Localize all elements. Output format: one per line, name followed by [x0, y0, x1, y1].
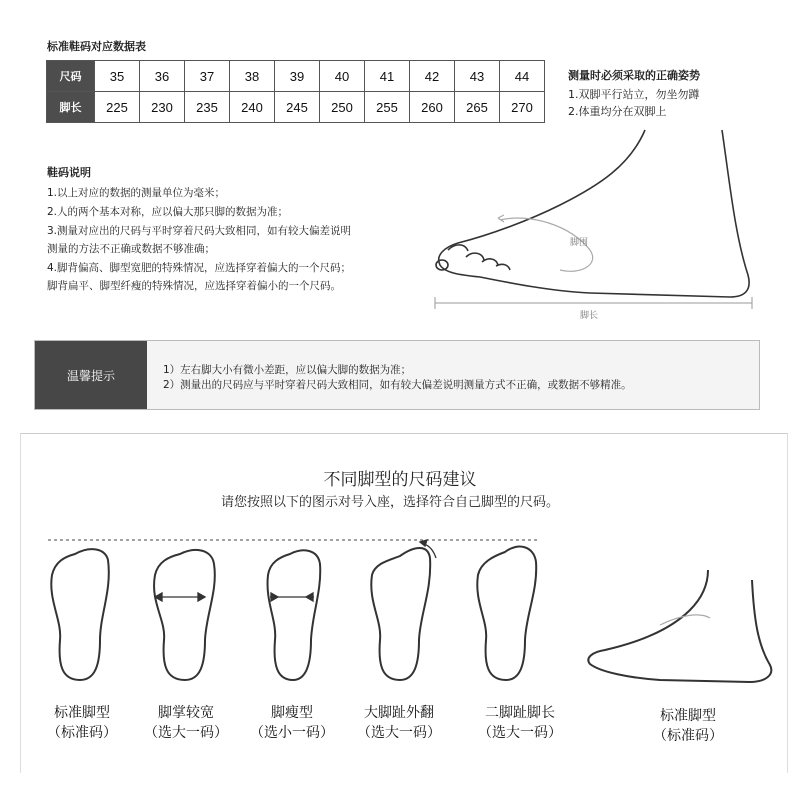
foot-type-advice: （选大一码）	[357, 725, 441, 741]
length-cell: 250	[320, 92, 365, 123]
foot-type-thin	[232, 703, 352, 743]
foot-type-advice: （选小一码）	[250, 725, 334, 741]
size-row-header: 尺码	[47, 61, 95, 92]
size-table	[46, 60, 545, 123]
measure-line: 1.双脚平行站立，勿坐勿蹲	[568, 88, 700, 101]
foot-type-name: 标准脚型	[54, 705, 110, 721]
foot-type-standard	[22, 703, 142, 743]
foot-side-outline	[588, 570, 771, 682]
foot-types-title: 不同脚型的尺码建议	[323, 470, 477, 490]
foot-second-toe-outline	[477, 547, 536, 680]
size-cell: 42	[410, 61, 455, 92]
size-cell: 39	[275, 61, 320, 92]
notes-title: 鞋码说明	[47, 166, 91, 179]
foot-type-advice: （标准码）	[47, 725, 117, 741]
foot-type-standard-side	[628, 706, 748, 746]
girth-label: 脚围	[570, 238, 589, 248]
size-table-title: 标准鞋码对应数据表	[47, 40, 146, 53]
length-cell: 255	[365, 92, 410, 123]
foot-standard-outline	[51, 549, 109, 680]
tip-label: 温馨提示	[35, 341, 147, 409]
foot-type-name: 二脚趾脚长	[485, 705, 555, 721]
length-cell: 235	[185, 92, 230, 123]
length-cell: 270	[500, 92, 545, 123]
tip-line: 1）左右脚大小有微小差距，应以偏大脚的数据为准；	[163, 364, 412, 376]
foot-thin-outline	[268, 550, 321, 680]
size-cell: 44	[500, 61, 545, 92]
length-cell: 245	[275, 92, 320, 123]
length-cell: 225	[95, 92, 140, 123]
foot-types-subtitle: 请您按照以下的图示对号入座，选择符合自己脚型的尺码。	[220, 495, 559, 510]
tip-box	[34, 340, 760, 410]
size-cell: 35	[95, 61, 140, 92]
foot-wide-outline	[154, 550, 215, 680]
foot-type-name: 脚瘦型	[271, 705, 313, 721]
foot-type-name: 脚掌较宽	[158, 705, 214, 721]
size-cell: 36	[140, 61, 185, 92]
foot-type-bunion	[339, 703, 459, 743]
notes-line: 4.脚背偏高、脚型宽肥的特殊情况，应选择穿着偏大的一个尺码；	[47, 262, 352, 274]
length-cell: 230	[140, 92, 185, 123]
notes-line: 测量的方法不正确或数据不够准确；	[47, 243, 215, 255]
notes-line: 3.测量对应出的尺码与平时穿着尺码大致相同，如有较大偏差说明	[47, 225, 352, 237]
size-row	[47, 61, 545, 92]
size-cell: 38	[230, 61, 275, 92]
length-cell: 260	[410, 92, 455, 123]
foot-type-name: 大脚趾外翻	[364, 705, 434, 721]
length-label: 脚长	[580, 311, 599, 321]
notes-line: 2.人的两个基本对称，应以偏大那只脚的数据为准；	[47, 206, 289, 218]
foot-side-illustration	[430, 125, 760, 325]
foot-bunion-outline	[371, 548, 430, 680]
foot-type-wide	[126, 703, 246, 743]
length-cell: 240	[230, 92, 275, 123]
notes-line: 脚背扁平、脚型纤瘦的特殊情况，应选择穿着偏小的一个尺码。	[47, 280, 341, 292]
measure-title: 测量时必须采取的正确姿势	[568, 69, 700, 82]
tip-line: 2）测量出的尺码应与平时穿着尺码大致相同，如有较大偏差说明测量方式不正确，或数据不够精准。	[163, 379, 632, 391]
size-cell: 37	[185, 61, 230, 92]
foot-type-name: 标准脚型	[660, 708, 716, 724]
foot-type-advice: （标准码）	[653, 728, 723, 744]
size-cell: 43	[455, 61, 500, 92]
foot-type-advice: （选大一码）	[144, 725, 228, 741]
foot-type-advice: （选大一码）	[478, 725, 562, 741]
length-row	[47, 92, 545, 123]
length-row-header: 脚长	[47, 92, 95, 123]
size-cell: 41	[365, 61, 410, 92]
measure-line: 2.体重均分在双脚上	[568, 105, 667, 118]
length-cell: 265	[455, 92, 500, 123]
foot-type-second-toe	[460, 703, 580, 743]
size-cell: 40	[320, 61, 365, 92]
foot-types-illustration	[0, 530, 800, 700]
notes-line: 1.以上对应的数据的测量单位为毫米；	[47, 187, 226, 199]
